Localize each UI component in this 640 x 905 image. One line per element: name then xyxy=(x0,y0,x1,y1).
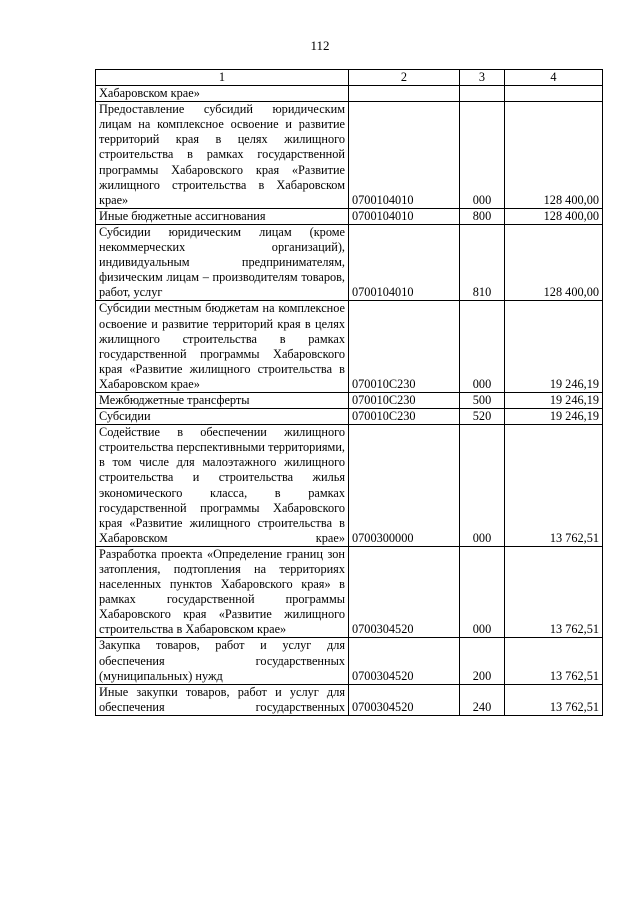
row-sum: 128 400,00 xyxy=(505,102,603,209)
row-code: 070010С230 xyxy=(349,301,460,393)
table-row xyxy=(96,425,603,547)
row-name: Межбюджетные трансферты xyxy=(96,392,349,408)
row-name: Предоставление субсидий юридическим лицам на комплексное освоение и развитие территорий края в целях жилищного строительства в рамках государственной программы Хабаровского края «Развитие жилищного строительства в Хабаровском крае» xyxy=(96,102,349,209)
row-sum: 13 762,51 xyxy=(505,546,603,638)
table-row xyxy=(96,392,603,408)
table-row xyxy=(96,86,603,102)
row-kind xyxy=(460,86,505,102)
row-sum: 128 400,00 xyxy=(505,224,603,300)
row-name xyxy=(96,684,349,715)
row-name: Содействие в обеспечении жилищного строительства перспективными территориями, в том числе для малоэтажного жилищного строительства и строительства жилья экономического класса, в рамках государственной программы Хабаровского края «Развитие жилищного строительства в Хабаровском крае» xyxy=(96,425,349,547)
page-number: 112 xyxy=(310,38,330,53)
row-name: Субсидии юридическим лицам (кроме некоммерческих организаций), индивидуальным предпринимателям, физическим лицам – производителям товаров, работ, услуг xyxy=(96,224,349,300)
row-name: Закупка товаров, работ и услуг для обеспечения государственных (муниципальных) нужд xyxy=(96,638,349,684)
row-code: 0700104010 xyxy=(349,208,460,224)
row-kind: 240 xyxy=(460,684,505,715)
row-name-text: Иные закупки товаров, работ и услуг для обеспечения государственных xyxy=(99,684,345,714)
table-row xyxy=(96,102,603,209)
row-code xyxy=(349,86,460,102)
row-code: 070010С230 xyxy=(349,409,460,425)
header-row xyxy=(96,70,603,86)
row-code: 0700104010 xyxy=(349,102,460,209)
row-kind: 000 xyxy=(460,425,505,547)
row-sum: 13 762,51 xyxy=(505,425,603,547)
row-code: 0700304520 xyxy=(349,638,460,684)
header-col-3: 3 xyxy=(460,70,505,86)
row-kind: 800 xyxy=(460,208,505,224)
row-sum: 19 246,19 xyxy=(505,409,603,425)
header-col-4: 4 xyxy=(505,70,603,86)
header-col-1: 1 xyxy=(96,70,349,86)
row-sum: 19 246,19 xyxy=(505,392,603,408)
row-sum: 19 246,19 xyxy=(505,301,603,393)
row-kind: 000 xyxy=(460,102,505,209)
row-name: Субсидии xyxy=(96,409,349,425)
row-code: 0700304520 xyxy=(349,546,460,638)
table-row xyxy=(96,684,603,715)
row-sum xyxy=(505,86,603,102)
table-row xyxy=(96,638,603,684)
table-row xyxy=(96,224,603,300)
row-kind: 200 xyxy=(460,638,505,684)
table-row xyxy=(96,208,603,224)
row-kind: 520 xyxy=(460,409,505,425)
row-code: 0700304520 xyxy=(349,684,460,715)
table-row xyxy=(96,409,603,425)
row-kind: 000 xyxy=(460,301,505,393)
row-sum: 13 762,51 xyxy=(505,684,603,715)
row-kind: 000 xyxy=(460,546,505,638)
row-code: 0700104010 xyxy=(349,224,460,300)
row-kind: 500 xyxy=(460,392,505,408)
row-kind: 810 xyxy=(460,224,505,300)
row-name: Субсидии местным бюджетам на комплексное освоение и развитие территорий края в целях жилищного строительства в рамках государственной программы Хабаровского края «Развитие жилищного строительства в Хабаровском крае» xyxy=(96,301,349,393)
row-sum: 128 400,00 xyxy=(505,208,603,224)
row-sum: 13 762,51 xyxy=(505,638,603,684)
row-name: Разработка проекта «Определение границ зон затопления, подтопления на территориях населенных пунктов Хабаровского края» в рамках государственной программы Хабаровского края «Развитие жилищного строительства в Хабаровском крае» xyxy=(96,546,349,638)
budget-table xyxy=(95,69,603,716)
table-row xyxy=(96,546,603,638)
row-name: Иные бюджетные ассигнования xyxy=(96,208,349,224)
table-row xyxy=(96,301,603,393)
row-name: Хабаровском крае» xyxy=(96,86,349,102)
row-code: 070010С230 xyxy=(349,392,460,408)
row-code: 0700300000 xyxy=(349,425,460,547)
header-col-2: 2 xyxy=(349,70,460,86)
